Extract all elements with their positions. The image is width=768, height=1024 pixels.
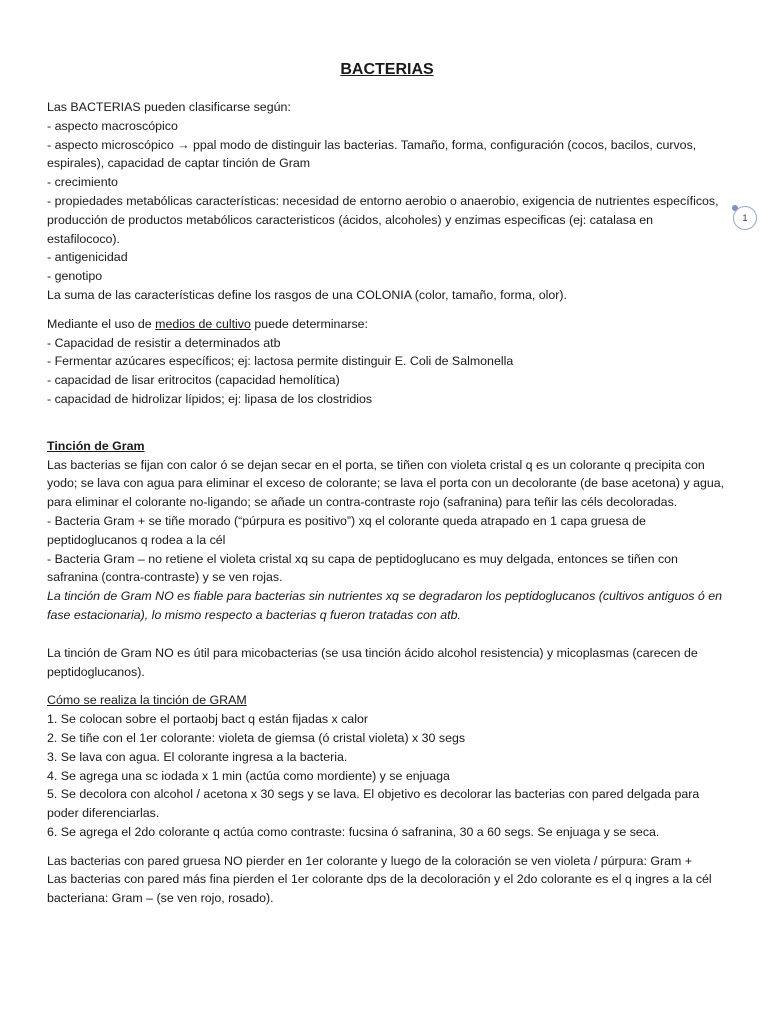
procedure-step: 3. Se lava con agua. El colorante ingresa a la bacteria. xyxy=(47,749,348,764)
procedure-step: 2. Se tiñe con el 1er colorante: violeta de giemsa (ó cristal violeta) x 30 segs xyxy=(47,730,466,745)
procedure-step: 5. Se decolora con alcohol / acetona x 30 segs y se lava. El objetivo es decolorar las bacterias con pared delgada para poder diferenciarlas. xyxy=(47,787,700,821)
gram-usefulness-note: La tinción de Gram NO es útil para micobacterias (se usa tinción ácido alcohol resistencia) y micoplasmas (carecen de peptidoglucanos). xyxy=(47,645,698,679)
section1-intro: Las BACTERIAS pueden clasificarse según: xyxy=(47,100,291,114)
conclusion-gram-negative: Las bacterias con pared más fina pierden el 1er colorante dps de la decoloración y el 2do colorante es el q ingres a la cél bacteriana: Gram – (se ven rojo, rosado). xyxy=(47,872,712,906)
gram-negative-paragraph: - Bacteria Gram – no retiene el violeta cristal xq su capa de peptidoglucano es muy delgada, entonces se tiñen con safranina (contra-contraste) y se ven rojas. xyxy=(47,551,678,585)
conclusion-gram-positive: Las bacterias con pared gruesa NO pierder en 1er colorante y luego de la coloración se ven violeta / púrpura: Gram + xyxy=(47,853,693,868)
gram-paragraph: Las bacterias se fijan con calor ó se dejan secar en el porta, se tiñen con violeta cristal q es un colorante q precipita con yodo; se lava con agua para eliminar el exceso de colorante; se lava el porta con un decolorante (de base acetona) y agua, para eliminar el colorante no-ligando; se añade un contra-contraste rojo (safranina) para teñir las céls decoloradas. xyxy=(47,457,725,510)
procedure-step: 4. Se agrega una sc iodada x 1 min (actúa como mordiente) y se enjuaga xyxy=(47,768,450,783)
procedure-heading: Cómo se realiza la tinción de GRAM xyxy=(47,693,247,708)
gram-positive-paragraph: - Bacteria Gram + se tiñe morado (“púrpura es positivo”) xq el colorante queda atrapado en 1 capa gruesa de peptidoglucanos q rodea a la cél xyxy=(47,513,646,547)
list-item: - antigenicidad xyxy=(47,250,128,265)
section1-summary: La suma de las características define los rasgos de una COLONIA (color, tamaño, forma, olor). xyxy=(47,287,567,302)
gram-reliability-note: La tinción de Gram NO es fiable para bacterias sin nutrientes xq se degradaron los peptidoglucanos (cultivos antiguos ó en fase estacionaria), lo mismo respecto a bacterias q fueron tratadas con atb. xyxy=(47,589,722,622)
procedure-step: 1. Se colocan sobre el portaobj bact q están fijadas x calor xyxy=(47,712,368,727)
section2-intro: Mediante el uso de medios de cultivo puede determinarse: xyxy=(47,316,368,331)
list-item: - genotipo xyxy=(47,269,103,284)
list-item: - capacidad de hidrolizar lípidos; ej: lipasa de los clostridios xyxy=(47,391,373,406)
list-item: - crecimiento xyxy=(47,175,118,190)
list-item: - capacidad de lisar eritrocitos (capacidad hemolítica) xyxy=(47,373,340,388)
document-title: BACTERIAS xyxy=(340,61,434,78)
cultivation-media-term: medios de cultivo xyxy=(155,316,251,331)
list-item: - Fermentar azúcares específicos; ej: lactosa permite distinguir E. Coli de Salmonella xyxy=(47,354,514,369)
procedure-step: 6. Se agrega el 2do colorante q actúa como contraste: fucsina ó safranina, 30 a 60 segs. Se enjuaga y se seca. xyxy=(47,824,660,839)
list-item: - aspecto microscópico → ppal modo de distinguir las bacterias. Tamaño, forma, configuración (cocos, bacilos, curvos, espirales), capacidad de captar tinción de Gram xyxy=(47,137,697,171)
list-item: - aspecto macroscópico xyxy=(47,118,178,133)
list-item: - Capacidad de resistir a determinados atb xyxy=(47,335,281,350)
gram-heading: Tinción de Gram xyxy=(47,438,145,453)
document-page xyxy=(47,60,727,908)
list-item: - propiedades metabólicas características: necesidad de entorno aerobio o anaerobio, exigencia de nutrientes específicos, producción de productos metabólicos caracteristicos (ácidos, alcoholes) y enzimas especificas (ej: catalasa en estafilococo). xyxy=(47,193,719,246)
comment-number-badge[interactable]: 1 xyxy=(733,206,757,230)
